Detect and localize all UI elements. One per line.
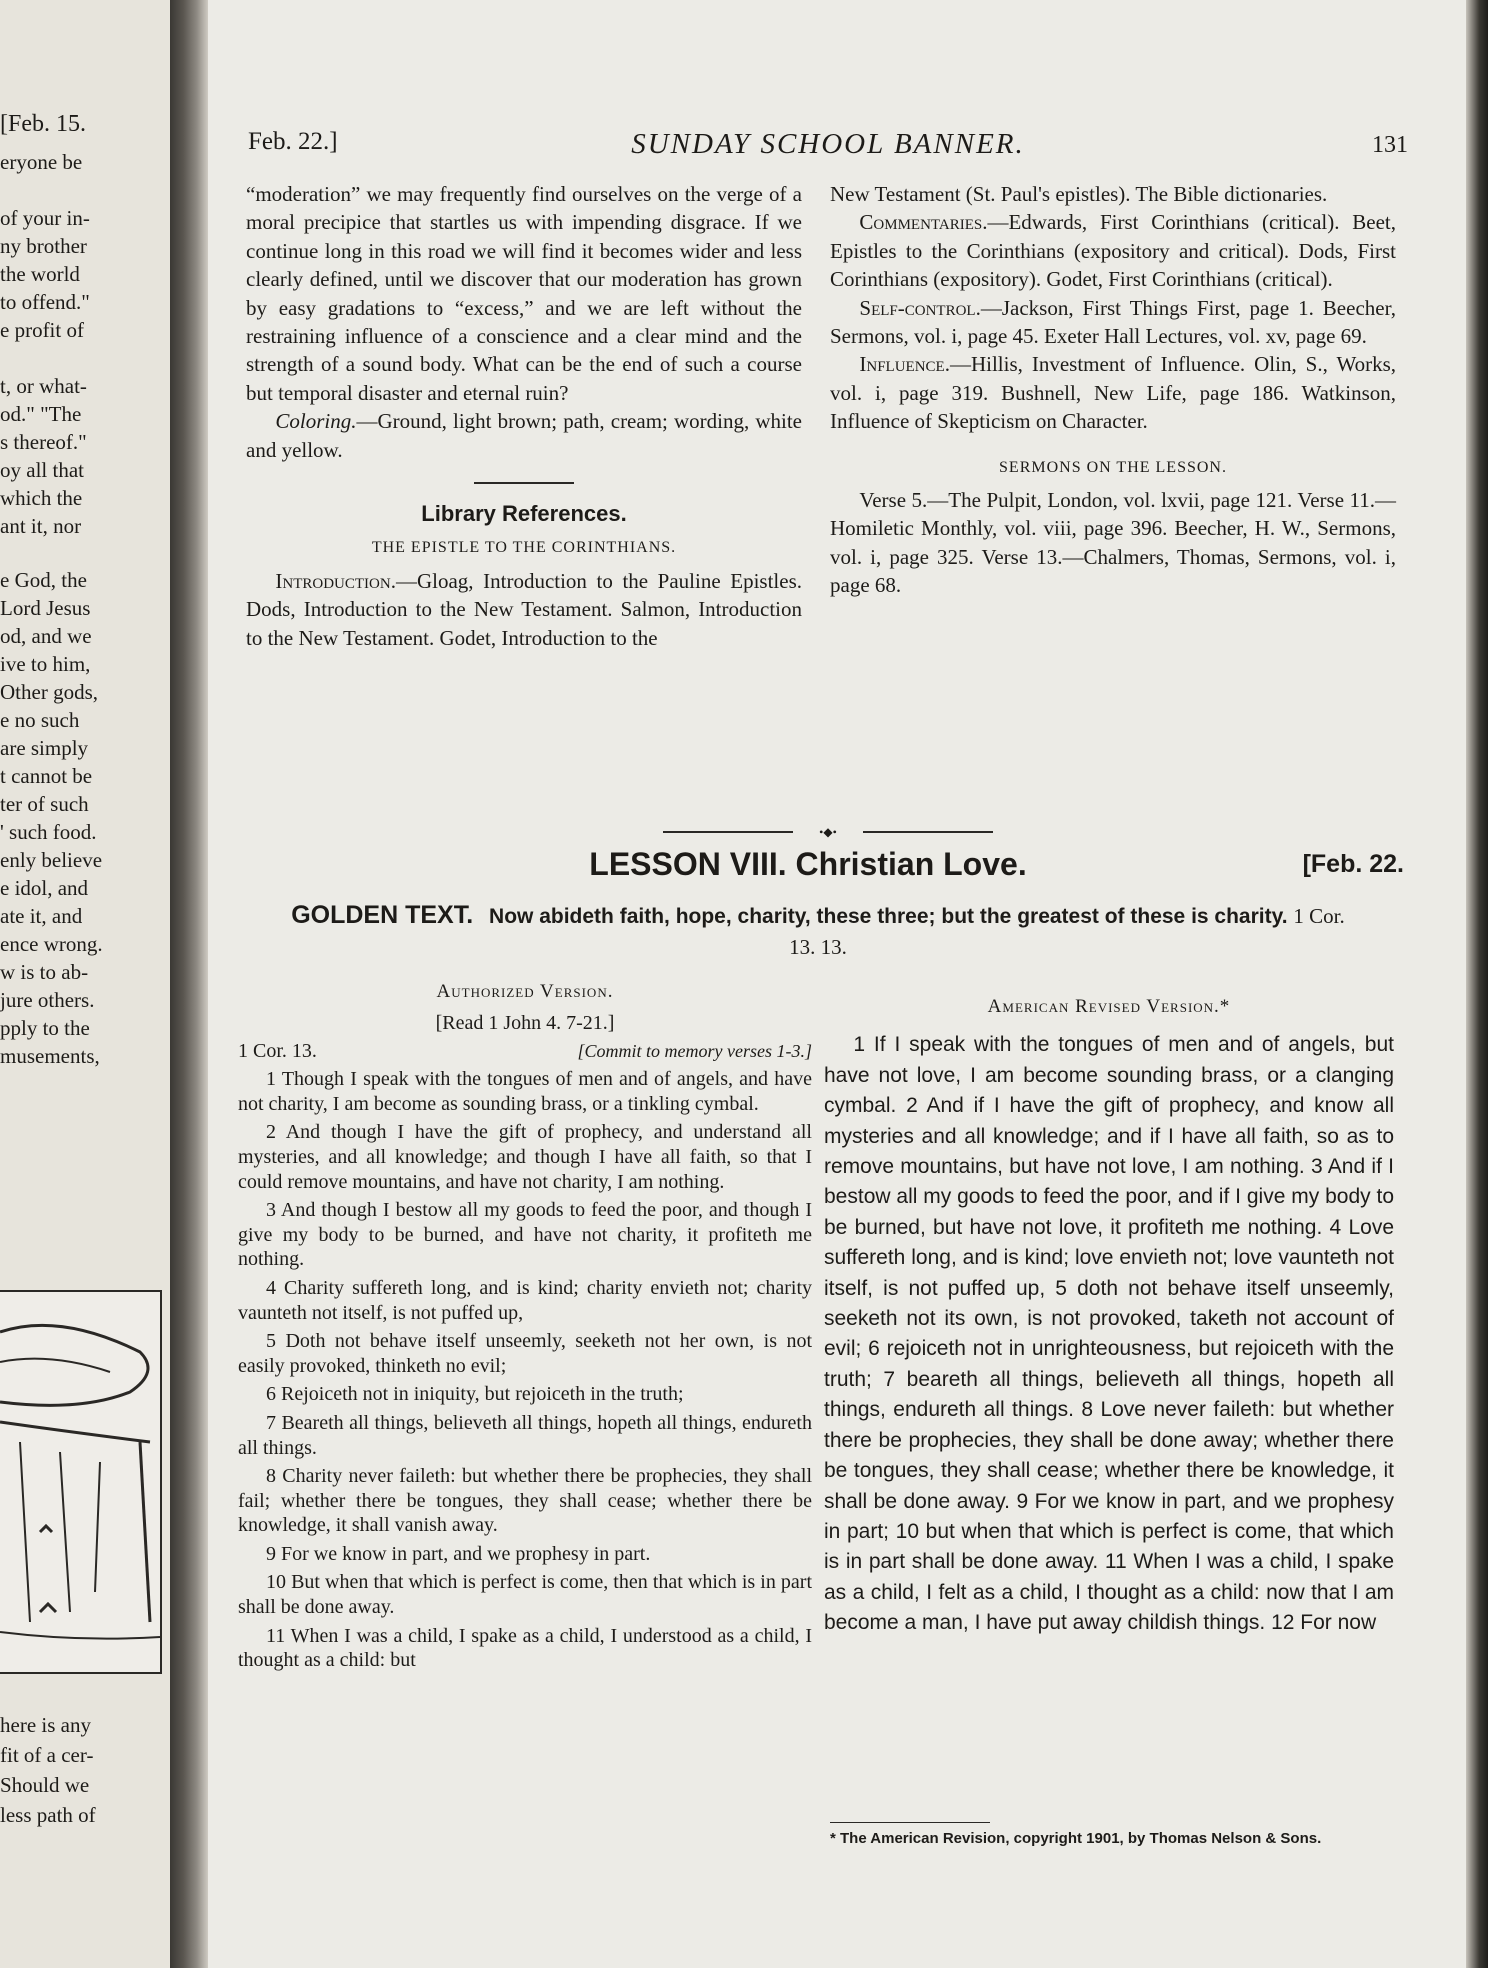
commentaries-label: Commentaries.: [859, 210, 988, 235]
footnote-rule: [830, 1822, 990, 1823]
verse: 7 Beareth all things, believeth all things, hopeth all things, endureth all things.: [238, 1411, 812, 1459]
header-title: SUNDAY SCHOOL BANNER.: [631, 128, 1025, 160]
coloring-text: —Ground, light brown; path, cream; wording, white and yellow.: [246, 409, 802, 462]
epistle-heading: THE EPISTLE TO THE CORINTHIANS.: [371, 539, 677, 557]
left-page-line: ence wrong.: [0, 932, 103, 956]
introduction-text: —Gloag, Introduction to the Pauline Epistles. Dods, Introduction to the New Testament. Salmon, Introduction to the New Testament. Godet, Introduction to the: [246, 568, 802, 650]
influence-paragraph: [830, 350, 1396, 435]
page-number: 131: [1372, 132, 1408, 158]
coloring-label: Coloring.: [275, 409, 357, 434]
coloring-paragraph: [246, 407, 802, 464]
top-right-column: [830, 180, 1396, 600]
left-page-line: ny brother: [0, 234, 87, 258]
left-page-line: ant it, nor: [0, 514, 82, 538]
sermons-paragraph: Verse 5.—The Pulpit, London, vol. lxvii, page 121. Verse 11.—Homiletic Monthly, vol. viii, page 396. Beecher, H. W., Sermons, vol. i, page 325. Verse 13.—Chalmers, Thomas, Sermons, vol. i, page 68.: [830, 488, 1396, 598]
left-page-line: t cannot be: [0, 764, 93, 788]
golden-text-label: GOLDEN TEXT.: [291, 901, 474, 929]
left-page-line: the world: [0, 262, 80, 286]
self-control-text: —Jackson, First Things First, page 1. Beecher, Sermons, vol. i, page 45. Exeter Hall Lectures, vol. xv, page 69.: [830, 295, 1396, 349]
verse: 10 But when that which is perfect is come, then that which is in part shall be done away.: [238, 1571, 812, 1619]
left-page-line: here is any: [0, 1713, 91, 1737]
commentaries-paragraph: [830, 208, 1396, 293]
page-131: [208, 0, 1466, 1968]
chapter-reference: 1 Cor. 13.: [238, 1040, 317, 1063]
commit-note: [Commit to memory verses 1-3.]: [577, 1041, 812, 1062]
verse: 1 Though I speak with the tongues of men and of angels, and have not charity, I am become as sounding brass, or a tinkling cymbal.: [238, 1068, 812, 1115]
left-page-line: e profit of: [0, 318, 84, 342]
verse: 2 And though I have the gift of prophecy, and understand all mysteries, and all knowledge; and though I have all faith, so that I could remove mountains, and have not charity, I am nothing.: [238, 1121, 812, 1193]
authorized-version-column: [238, 980, 812, 1677]
chapter-line: [238, 1039, 812, 1063]
left-page-line: oy all that: [0, 458, 84, 482]
verse: 4 Charity suffereth long, and is kind; charity envieth not; charity vaunteth not itself, is not puffed up,: [238, 1276, 812, 1324]
left-page-line: w is to ab-: [0, 960, 89, 984]
golden-text: [288, 900, 1348, 963]
left-page-fragment: [0, 110, 165, 1070]
left-page-line: od." "The: [0, 402, 82, 426]
introduction-label: Introduction.: [275, 568, 396, 593]
running-header: [248, 128, 1408, 164]
top-left-column: [246, 180, 802, 652]
verse: 3 And though I bestow all my goods to feed the poor, and though I give my body to be burned, and have not charity, it profiteth me nothing.: [238, 1199, 812, 1271]
influence-label: Influence.: [859, 352, 950, 377]
self-control-paragraph: [830, 294, 1396, 351]
left-page-header: [Feb. 15.: [0, 111, 86, 137]
lesson-title: LESSON VIII. Christian Love.: [589, 846, 1027, 882]
golden-text-reference: 1 Cor. 13. 13.: [789, 904, 1345, 959]
lesson-header: [208, 846, 1408, 890]
moderation-paragraph: “moderation” we may frequently find ourselves on the verge of a moral precipice that startles us with impending disgrace. If we continue long in this road we will find it becomes wider and less clearly defined, until we discover that our moderation has grown by easy gradations to “excess,” and we are left without the restraining influence of a conscience and a clear mind and the strength of a sound body. What can be the end of such a course but temporal disaster and eternal ruin?: [246, 182, 802, 405]
library-references-heading: Library References.: [421, 501, 627, 527]
golden-text-body: Now abideth faith, hope, charity, these three; but the greatest of these is charity.: [489, 905, 1288, 928]
sermons-heading: SERMONS ON THE LESSON.: [999, 458, 1227, 476]
left-page-line: [0, 344, 165, 372]
illustration-drawing: [0, 1292, 160, 1672]
left-page-line: pply to the: [0, 1016, 90, 1040]
left-page-line: Lord Jesus: [0, 596, 91, 620]
verse: 5 Doth not behave itself unseemly, seeketh not her own, is not easily provoked, thinketh no evil;: [238, 1330, 812, 1377]
left-page-line: e idol, and: [0, 876, 89, 900]
introduction-continued: New Testament (St. Paul's epistles). The Bible dictionaries.: [830, 182, 1328, 206]
left-page-line: eryone be: [0, 150, 83, 174]
verse: 11 When I was a child, I spake as a child, I understood as a child, I thought as a child: but: [238, 1624, 812, 1672]
left-page-line: to offend.": [0, 290, 90, 314]
revised-version-column: [824, 992, 1394, 1639]
left-page-line: enly believe: [0, 848, 103, 872]
commentaries-text: —Edwards, First Corinthians (critical). Beet, Epistles to the Corinthians (expository and critical). Dods, First Corinthians (expository). Godet, First Corinthians (critical).: [830, 210, 1396, 292]
revised-text: 1 If I speak with the tongues of men and of angels, but have not love, I am become sounding brass, or a clanging cymbal. 2 And if I have the gift of prophecy, and know all mysteries and all knowledge; and if I have all faith, so as to remove mountains, but have not love, I am nothing. 3 And if I bestow all my goods to feed the poor, and if I give my body to be burned, but have not love, it profiteth me nothing. 4 Love suffereth long, and is kind; love envieth not; love vaunteth not itself, is not puffed up, 5 doth not behave itself unseemly, seeketh not its own, is not provoked, taketh not account of evil; 6 rejoiceth not in unrighteousness, but rejoiceth with the truth; 7 beareth all things, believeth all things, hopeth all things, endureth all things. 8 Love never faileth: but whether there be prophecies, they shall be done away; whether there be tongues, they shall cease; whether there be knowledge, it shall be done away. 9 For we know in part, and we prophesy in part; 10 but when that which is perfect is come, that which is in part shall be done away. 11 When I was a child, I spake as a child, I felt as a child, I thought as a child: now that I am become a man, I have put away childish things. 12 For now: [824, 1033, 1394, 1635]
left-page-line: Should we: [0, 1773, 90, 1797]
book-gutter: [170, 0, 208, 1968]
authorized-verses: [238, 1067, 812, 1673]
footnote: * The American Revision, copyright 1901, by Thomas Nelson & Sons.: [830, 1830, 1322, 1847]
left-page-line: ive to him,: [0, 652, 91, 676]
influence-text: —Hillis, Investment of Influence. Olin, S., Works, vol. i, page 319. Bushnell, New Life, page 186. Watkinson, Influence of Skepticism on Character.: [830, 352, 1396, 434]
left-page-lines-top: [0, 148, 165, 540]
right-page-edge: [1466, 0, 1488, 1968]
left-page-line: t, or what-: [0, 374, 87, 398]
divider: [474, 482, 574, 484]
left-page-line: [0, 176, 165, 204]
introduction-paragraph: [246, 567, 802, 652]
revised-version-heading: American Revised Version.*: [987, 996, 1231, 1017]
verse: 8 Charity never faileth: but whether there be prophecies, they shall fail; whether there be tongues, they shall cease; whether there be knowledge, it shall vanish away.: [238, 1465, 812, 1537]
self-control-label: Self-control.: [859, 295, 981, 320]
left-page-illustration: [0, 1290, 162, 1674]
left-page-line: e no such: [0, 708, 80, 732]
left-page-line: are simply: [0, 736, 89, 760]
left-page-line: ' such food.: [0, 820, 97, 844]
left-page-line: less path of: [0, 1803, 96, 1827]
left-page-lines-mid: [0, 566, 165, 1070]
left-page-line: od, and we: [0, 624, 92, 648]
left-page-line: fit of a cer-: [0, 1743, 94, 1767]
left-page-line: of your in-: [0, 206, 90, 230]
left-page-line: ate it, and: [0, 904, 83, 928]
left-page-line: Other gods,: [0, 680, 98, 704]
left-page-line: s thereof.": [0, 430, 87, 454]
left-page-line: jure others.: [0, 988, 95, 1012]
left-page-line: ter of such: [0, 792, 89, 816]
header-date: Feb. 22.]: [248, 128, 338, 155]
verse: 9 For we know in part, and we prophesy in part.: [266, 1542, 651, 1565]
left-page-line: musements,: [0, 1044, 100, 1068]
left-page-line: which the: [0, 486, 83, 510]
ornamental-divider: •◆•: [663, 826, 993, 838]
verse: 6 Rejoiceth not in iniquity, but rejoiceth in the truth;: [266, 1383, 684, 1406]
lesson-date: [Feb. 22.: [1302, 850, 1404, 878]
left-page-line: e God, the: [0, 568, 87, 592]
left-page-lines-bottom: [0, 1710, 165, 1830]
authorized-version-heading: Authorized Version.: [436, 981, 614, 1002]
read-reference: [Read 1 John 4. 7-21.]: [435, 1011, 615, 1034]
